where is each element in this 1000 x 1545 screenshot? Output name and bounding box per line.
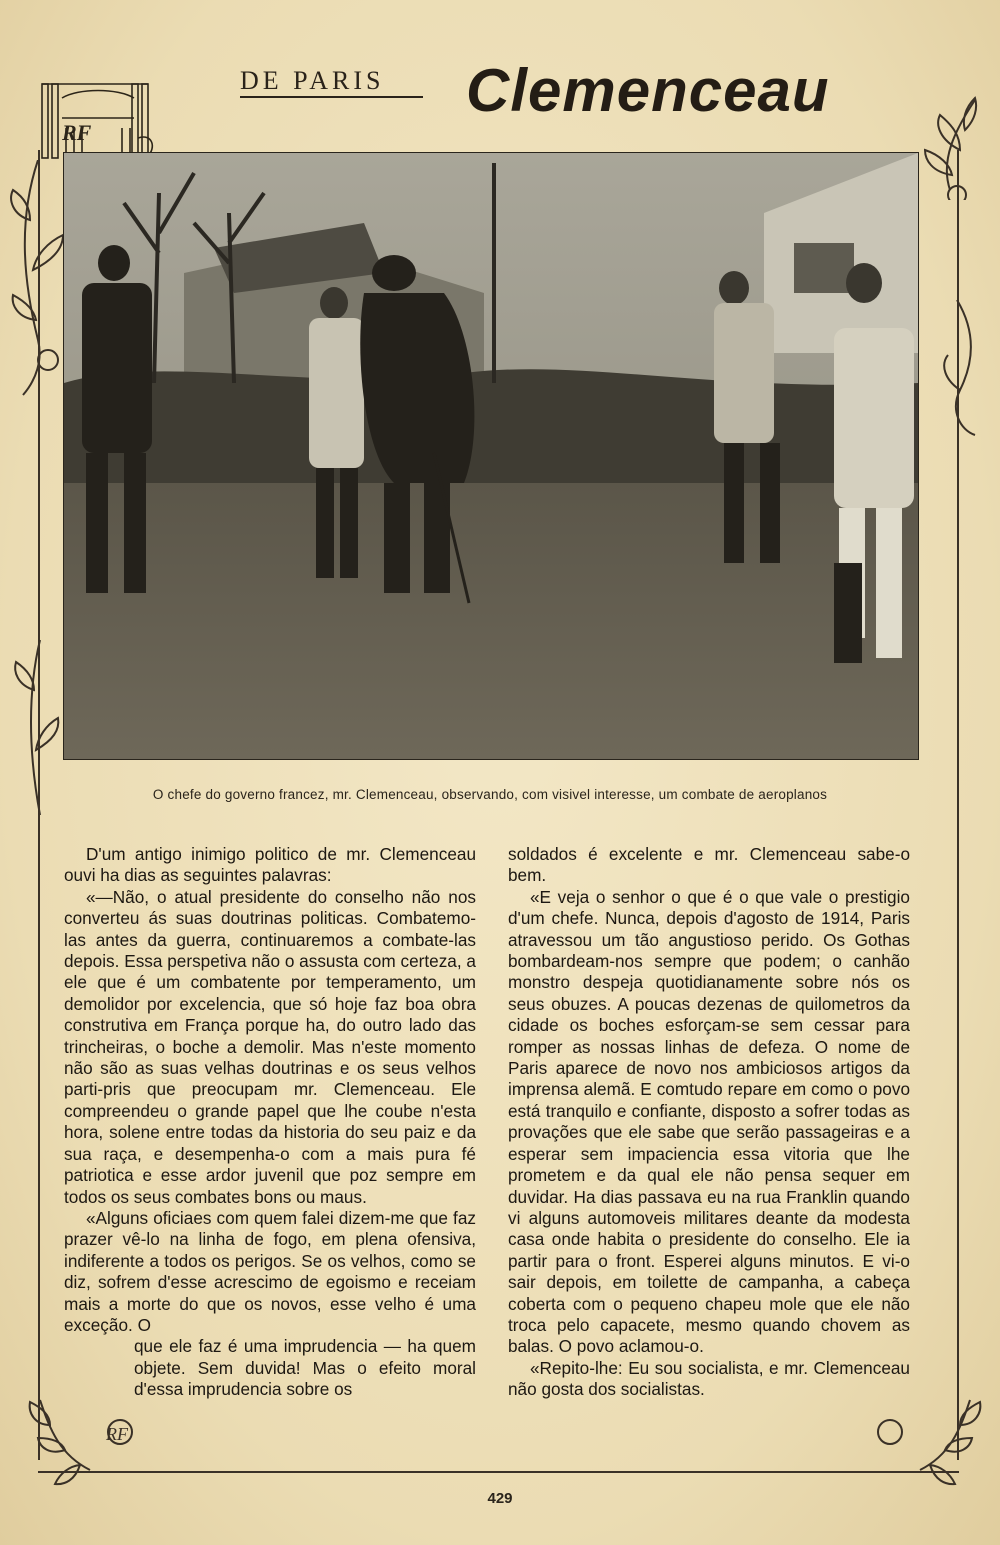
article-paragraph: que ele faz é uma imprudencia — ha quem objete. Sem duvida! Mas o efeito moral d'essa imprudencia sobre os (134, 1336, 476, 1400)
frame-bottom-border (38, 1471, 959, 1473)
photo-caption: O chefe do governo francez, mr. Clemenceau, observando, com visivel interesse, um combate de aeroplanos (152, 787, 828, 802)
section-heading-rule (240, 96, 423, 98)
article-paragraph: D'um antigo inimigo politico de mr. Clemenceau ouvi ha dias as seguintes palavras: (64, 844, 476, 886)
emblem-monogram: RF (62, 120, 92, 145)
rf-emblem-ornament (38, 78, 158, 160)
article-paragraph: «E veja o senhor o que é o que vale o prestigio d'um chefe. Nunca, depois d'agosto de 1914, Paris atravessou um tão angustioso perido. Os Gothas bombardeam-nos sempre que podem; o canhão monstro despeja quotidianamente sobre nós os seus obuzes. A poucas dezenas de quilometros da cidade os boches esforçam-se sem cessar para romper as nossas linhas de defeza. O nome de Paris aparece de novo nos ambiciosos artigos da imprensa alemã. E comtudo repare em como o povo está tranquilo e confiante, disposto a sofrer todas as provações que ele sabe que serão passageiras e a esperar sem impaciencia essa vitoria que lhe prometem e da qual ele não pensa sequer em duvidar. Ha dias passava eu na rua Franklin quando vi alguns automoveis militares deante da modesta casa onde habita o presidente do conselho. Ele ia partir para o front. Esperei alguns minutos. E vi-o sair depois, em toilette de campanha, a cabeça coberta com o pequeno chapeu mole que ele não troca pelo capacete, mesmo quando chovem as balas. O povo aclamou-o. (508, 886, 910, 1357)
left-mid-leaf-ornament (8, 640, 68, 820)
article-photograph (63, 152, 919, 760)
article-column-left (64, 844, 476, 1401)
article-paragraph: «—Não, o atual presidente do conselho não nos converteu ás suas doutrinas politicas. Combatemo-las antes da guerra, continuaremos a combate-las depois. Essa perspetiva não o assusta com certeza, a ele que é um combatente por temperamento, um demolidor por excelencia, que só hoje faz boa obra construtiva em França porque ha, do outro lado das trincheiras, o boche a demolir. Mas n'este momento não são as suas velhas doutrinas e os seus velhos parti-pris que preocupam mr. Clemenceau. Ele compreendeu o grande papel que lhe coube n'esta hora, solene entre todas da historia do seu paiz e da sua raça, e desempenha-o com a mais pura fé patriotica e esse ardor juvenil que poz sempre em todos os seus combates bons ou maus. (64, 886, 476, 1207)
article-paragraph: «Alguns oficiaes com quem falei dizem-me que faz prazer vê-lo na linha de fogo, em plena ofensiva, indiferente a todos os perigos. Se os velhos, como se diz, sofrem d'esse acrescimo de egoismo e receiam mais a morte do que os novos, esse velho é uma exceção. O (64, 1207, 476, 1335)
article-paragraph: «Repito-lhe: Eu sou socialista, e mr. Clemenceau não gosta dos socialistas. (508, 1357, 910, 1400)
svg-text:RF: RF (106, 1424, 128, 1444)
right-side-scroll-ornament (920, 300, 990, 440)
article-paragraph: soldados é excelente e mr. Clemenceau sabe-o bem. (508, 844, 910, 886)
page-number: 429 (487, 1490, 513, 1507)
article-title: Clemenceau (466, 57, 830, 124)
article-column-right (508, 844, 910, 1401)
section-heading: DE PARIS (240, 66, 385, 95)
